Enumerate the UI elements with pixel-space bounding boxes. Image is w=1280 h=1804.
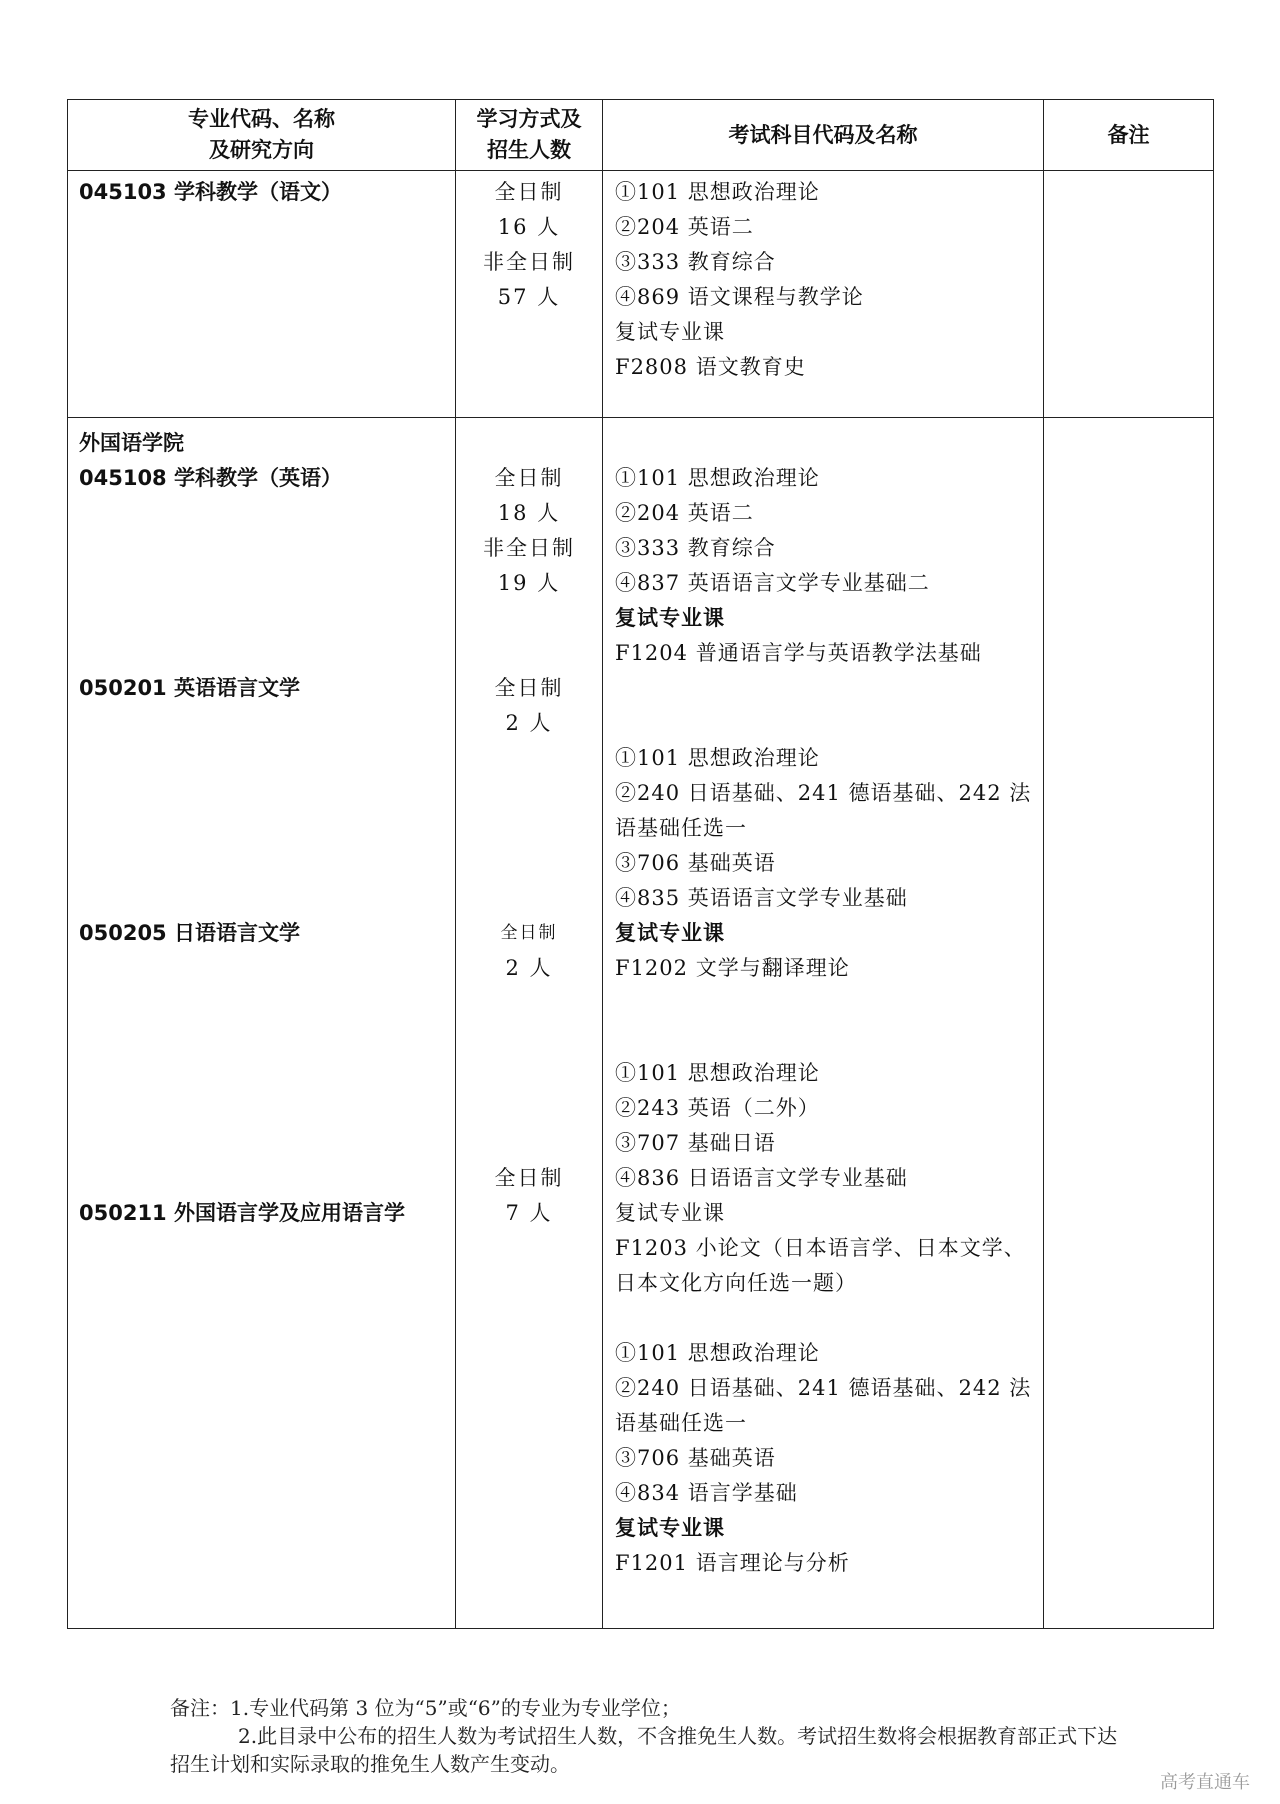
quota-line: 7 人	[505, 1201, 553, 1225]
major-name: 045103 学科教学（语文）	[79, 180, 342, 204]
quota-line: 2 人	[505, 711, 553, 735]
exam-subject: ①101 思想政治理论	[615, 466, 820, 490]
header-mode: 学习方式及 招生人数	[456, 100, 603, 171]
exam-subject: ②243 英语（二外）	[615, 1096, 820, 1120]
major-cell	[68, 171, 456, 418]
exam-subject: ④869 语文课程与教学论	[615, 285, 864, 309]
exam-subject: ②240 日语基础、241 德语基础、242 法	[615, 1376, 1032, 1400]
exam-cell	[603, 171, 1044, 418]
retest-heading: 复试专业课	[615, 921, 725, 945]
exam-subject: ④836 日语语言文学专业基础	[615, 1166, 908, 1190]
remark-cell	[1044, 171, 1214, 418]
exam-subject: ③707 基础日语	[615, 1131, 776, 1155]
exam-subject: ③333 教育综合	[615, 250, 776, 274]
exam-subject: ③706 基础英语	[615, 851, 776, 875]
mode-line: 全日制	[494, 180, 564, 204]
footnote-1: 备注：1.专业代码第 3 位为“5”或“6”的专业为专业学位；	[170, 1696, 681, 1720]
footnote-2: 2.此目录中公布的招生人数为考试招生人数，不含推免生人数。考试招生数将会根据教育部正式下达招生计划和实际录取的推免生人数产生变动。	[170, 1724, 1118, 1776]
header-remark: 备注	[1044, 100, 1214, 171]
retest-subject: F1201 语言理论与分析	[615, 1551, 850, 1575]
department-name: 外国语学院	[79, 431, 184, 455]
exam-subject: ①101 思想政治理论	[615, 1061, 820, 1085]
exam-subject: ④837 英语语言文学专业基础二	[615, 571, 930, 595]
mode-line: 非全日制	[483, 536, 575, 560]
major-cell	[68, 418, 456, 1629]
mode-line: 非全日制	[483, 250, 575, 274]
exam-subject: ①101 思想政治理论	[615, 746, 820, 770]
retest-heading: 复试专业课	[615, 320, 725, 344]
exam-subject: ②204 英语二	[615, 501, 754, 525]
exam-subject: ②204 英语二	[615, 215, 754, 239]
table-header-row	[68, 100, 1214, 171]
major-name: 050205 日语语言文学	[79, 921, 300, 945]
retest-subject: F2808 语文教育史	[615, 355, 806, 379]
mode-cell	[456, 171, 603, 418]
retest-subject: F1202 文学与翻译理论	[615, 956, 850, 980]
exam-subject: ③706 基础英语	[615, 1446, 776, 1470]
quota-line: 16 人	[497, 215, 561, 239]
exam-subject: 语基础任选一	[615, 816, 747, 840]
exam-subject: ④834 语言学基础	[615, 1481, 798, 1505]
retest-heading: 复试专业课	[615, 1201, 725, 1225]
mode-line: 全日制	[500, 923, 558, 943]
exam-subject: ③333 教育综合	[615, 536, 776, 560]
exam-subject: ④835 英语语言文学专业基础	[615, 886, 908, 910]
header-exam: 考试科目代码及名称	[603, 100, 1044, 171]
exam-subject: ①101 思想政治理论	[615, 180, 820, 204]
footnotes	[170, 1694, 1130, 1778]
header-major: 专业代码、名称 及研究方向	[68, 100, 456, 171]
remark-cell	[1044, 418, 1214, 1629]
mode-line: 全日制	[494, 466, 564, 490]
major-name: 050211 外国语言学及应用语言学	[79, 1201, 405, 1225]
quota-line: 18 人	[497, 501, 561, 525]
quota-line: 19 人	[497, 571, 561, 595]
major-name: 050201 英语语言文学	[79, 676, 300, 700]
watermark: 高考直通车	[1160, 1772, 1250, 1793]
enrollment-table	[67, 99, 1214, 1629]
retest-subject: F1203 小论文（日本语言学、日本文学、	[615, 1236, 1026, 1260]
exam-subject: ②240 日语基础、241 德语基础、242 法	[615, 781, 1032, 805]
exam-subject: 语基础任选一	[615, 1411, 747, 1435]
mode-cell	[456, 418, 603, 1629]
retest-heading: 复试专业课	[615, 1516, 725, 1540]
retest-heading: 复试专业课	[615, 606, 725, 630]
major-name: 045108 学科教学（英语）	[79, 466, 342, 490]
quota-line: 2 人	[505, 956, 553, 980]
table-row	[68, 171, 1214, 418]
mode-line: 全日制	[494, 1166, 564, 1190]
retest-subject: 日本文化方向任选一题）	[615, 1271, 857, 1295]
retest-subject: F1204 普通语言学与英语教学法基础	[615, 641, 982, 665]
quota-line: 57 人	[497, 285, 561, 309]
exam-subject: ①101 思想政治理论	[615, 1341, 820, 1365]
exam-cell	[603, 418, 1044, 1629]
mode-line: 全日制	[494, 676, 564, 700]
table-row	[68, 418, 1214, 1629]
